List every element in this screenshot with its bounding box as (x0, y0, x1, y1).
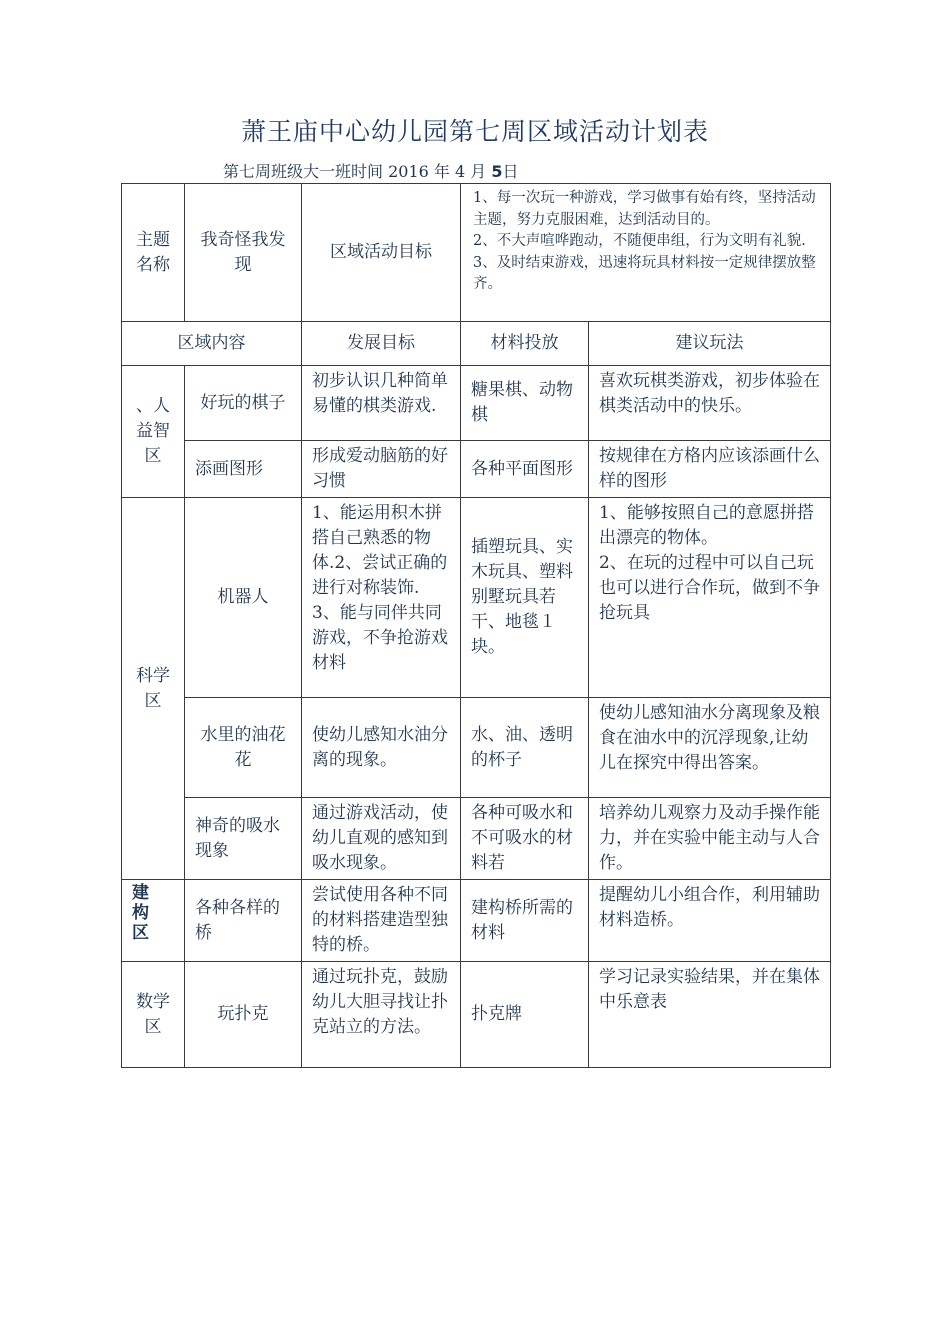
goal-item: 2、不大声喧哗跑动，不随便串组，行为文明有礼貌. (473, 233, 806, 249)
table-row-column-headers (122, 322, 831, 366)
col-header-materials: 材料投放 (461, 322, 589, 366)
area-puzzle (122, 366, 185, 498)
theme-value: 我奇怪我发现 (185, 184, 302, 322)
area-math: 数学区 (122, 962, 185, 1068)
row-content: 神奇的吸水现象 (185, 798, 302, 880)
class-date-prefix: 第七周班级大一班时间 2016 年 4 月 (223, 162, 487, 181)
page-title: 萧王庙中心幼儿园第七周区域活动计划表 (240, 117, 709, 146)
row-goal (302, 498, 461, 698)
goal-item: 1、每一次玩一种游戏，学习做事有始有终，坚持活动主题，努力克服困难，达到活动目的。 (473, 190, 816, 228)
area-science: 科学区 (122, 498, 185, 880)
plan-table (121, 183, 831, 1068)
table-row (122, 441, 831, 498)
row-play: 喜欢玩棋类游戏，初步体验在棋类活动中的快乐。 (589, 366, 831, 441)
row-play: 按规律在方格内应该添画什么样的图形 (589, 441, 831, 498)
col-header-play: 建议玩法 (589, 322, 831, 366)
row-content: 好玩的棋子 (185, 366, 302, 441)
area-build (122, 880, 185, 962)
area-build-char: 区 (132, 923, 149, 943)
row-goal: 初步认识几种简单易懂的棋类游戏. (302, 366, 461, 441)
table-row (122, 962, 831, 1068)
goal-label: 区域活动目标 (302, 184, 461, 322)
row-play (589, 498, 831, 698)
row-content: 各种各样的桥 (185, 880, 302, 962)
area-build-char: 构 (132, 903, 149, 923)
row-goal: 通过游戏活动，使幼儿直观的感知到吸水现象。 (302, 798, 461, 880)
row-goal: 形成爱动脑筋的好习惯 (302, 441, 461, 498)
goal-part: 3、能与同伴共同游戏，不争抢游戏材料 (312, 603, 448, 673)
row-goal: 通过玩扑克，鼓励幼儿大胆寻找让扑克站立的方法。 (302, 962, 461, 1068)
row-content: 玩扑克 (185, 962, 302, 1068)
goal-item: 3、及时结束游戏，迅速将玩具材料按一定规律摆放整齐。 (473, 254, 816, 292)
row-materials: 插塑玩具、实木玩具、塑料别墅玩具若干、地毯１块。 (461, 498, 589, 698)
class-date-suffix: 日 (502, 162, 519, 181)
class-date-day: 5 (491, 162, 503, 181)
row-goal: 使幼儿感知水油分离的现象。 (302, 698, 461, 798)
row-play: 学习记录实验结果，并在集体中乐意表 (589, 962, 831, 1068)
row-materials: 糖果棋、动物棋 (461, 366, 589, 441)
table-row (122, 366, 831, 441)
table-row (122, 798, 831, 880)
row-materials: 各种平面图形 (461, 441, 589, 498)
row-content: 水里的油花花 (185, 698, 302, 798)
table-row (122, 880, 831, 962)
table-row (122, 498, 831, 698)
row-materials: 扑克牌 (461, 962, 589, 1068)
area-build-char: 建 (132, 883, 149, 903)
row-content: 机器人 (185, 498, 302, 698)
theme-label: 主题名称 (122, 184, 185, 322)
row-play: 培养幼儿观察力及动手操作能力，并在实验中能主动与人合作。 (589, 798, 831, 880)
col-header-dev-goal: 发展目标 (302, 322, 461, 366)
row-materials: 各种可吸水和不可吸水的材料若 (461, 798, 589, 880)
area-goals (461, 184, 831, 322)
row-goal: 尝试使用各种不同的材料搭建造型独特的桥。 (302, 880, 461, 962)
row-play: 使幼儿感知油水分离现象及粮食在油水中的沉浮现象,让幼儿在探究中得出答案。 (589, 698, 831, 798)
play-part: 1、能够按照自己的意愿拼搭出漂亮的物体。 (599, 503, 814, 548)
area-puzzle-top: 、人 (136, 396, 170, 416)
col-header-content: 区域内容 (122, 322, 302, 366)
play-part: 2、在玩的过程中可以自己玩也可以进行合作玩，做到不争抢玩具 (599, 553, 820, 623)
row-materials: 水、油、透明的杯子 (461, 698, 589, 798)
class-date-line (223, 159, 519, 182)
table-row-header (122, 184, 831, 322)
goal-part: 1、能运用积木拼搭自己熟悉的物体.2、尝试正确的进行对称装饰. (312, 503, 448, 598)
row-play: 提醒幼儿小组合作，利用辅助材料造桥。 (589, 880, 831, 962)
row-content: 添画图形 (185, 441, 302, 498)
area-puzzle-bottom: 益智区 (136, 421, 170, 466)
row-materials: 建构桥所需的材料 (461, 880, 589, 962)
table-row (122, 698, 831, 798)
